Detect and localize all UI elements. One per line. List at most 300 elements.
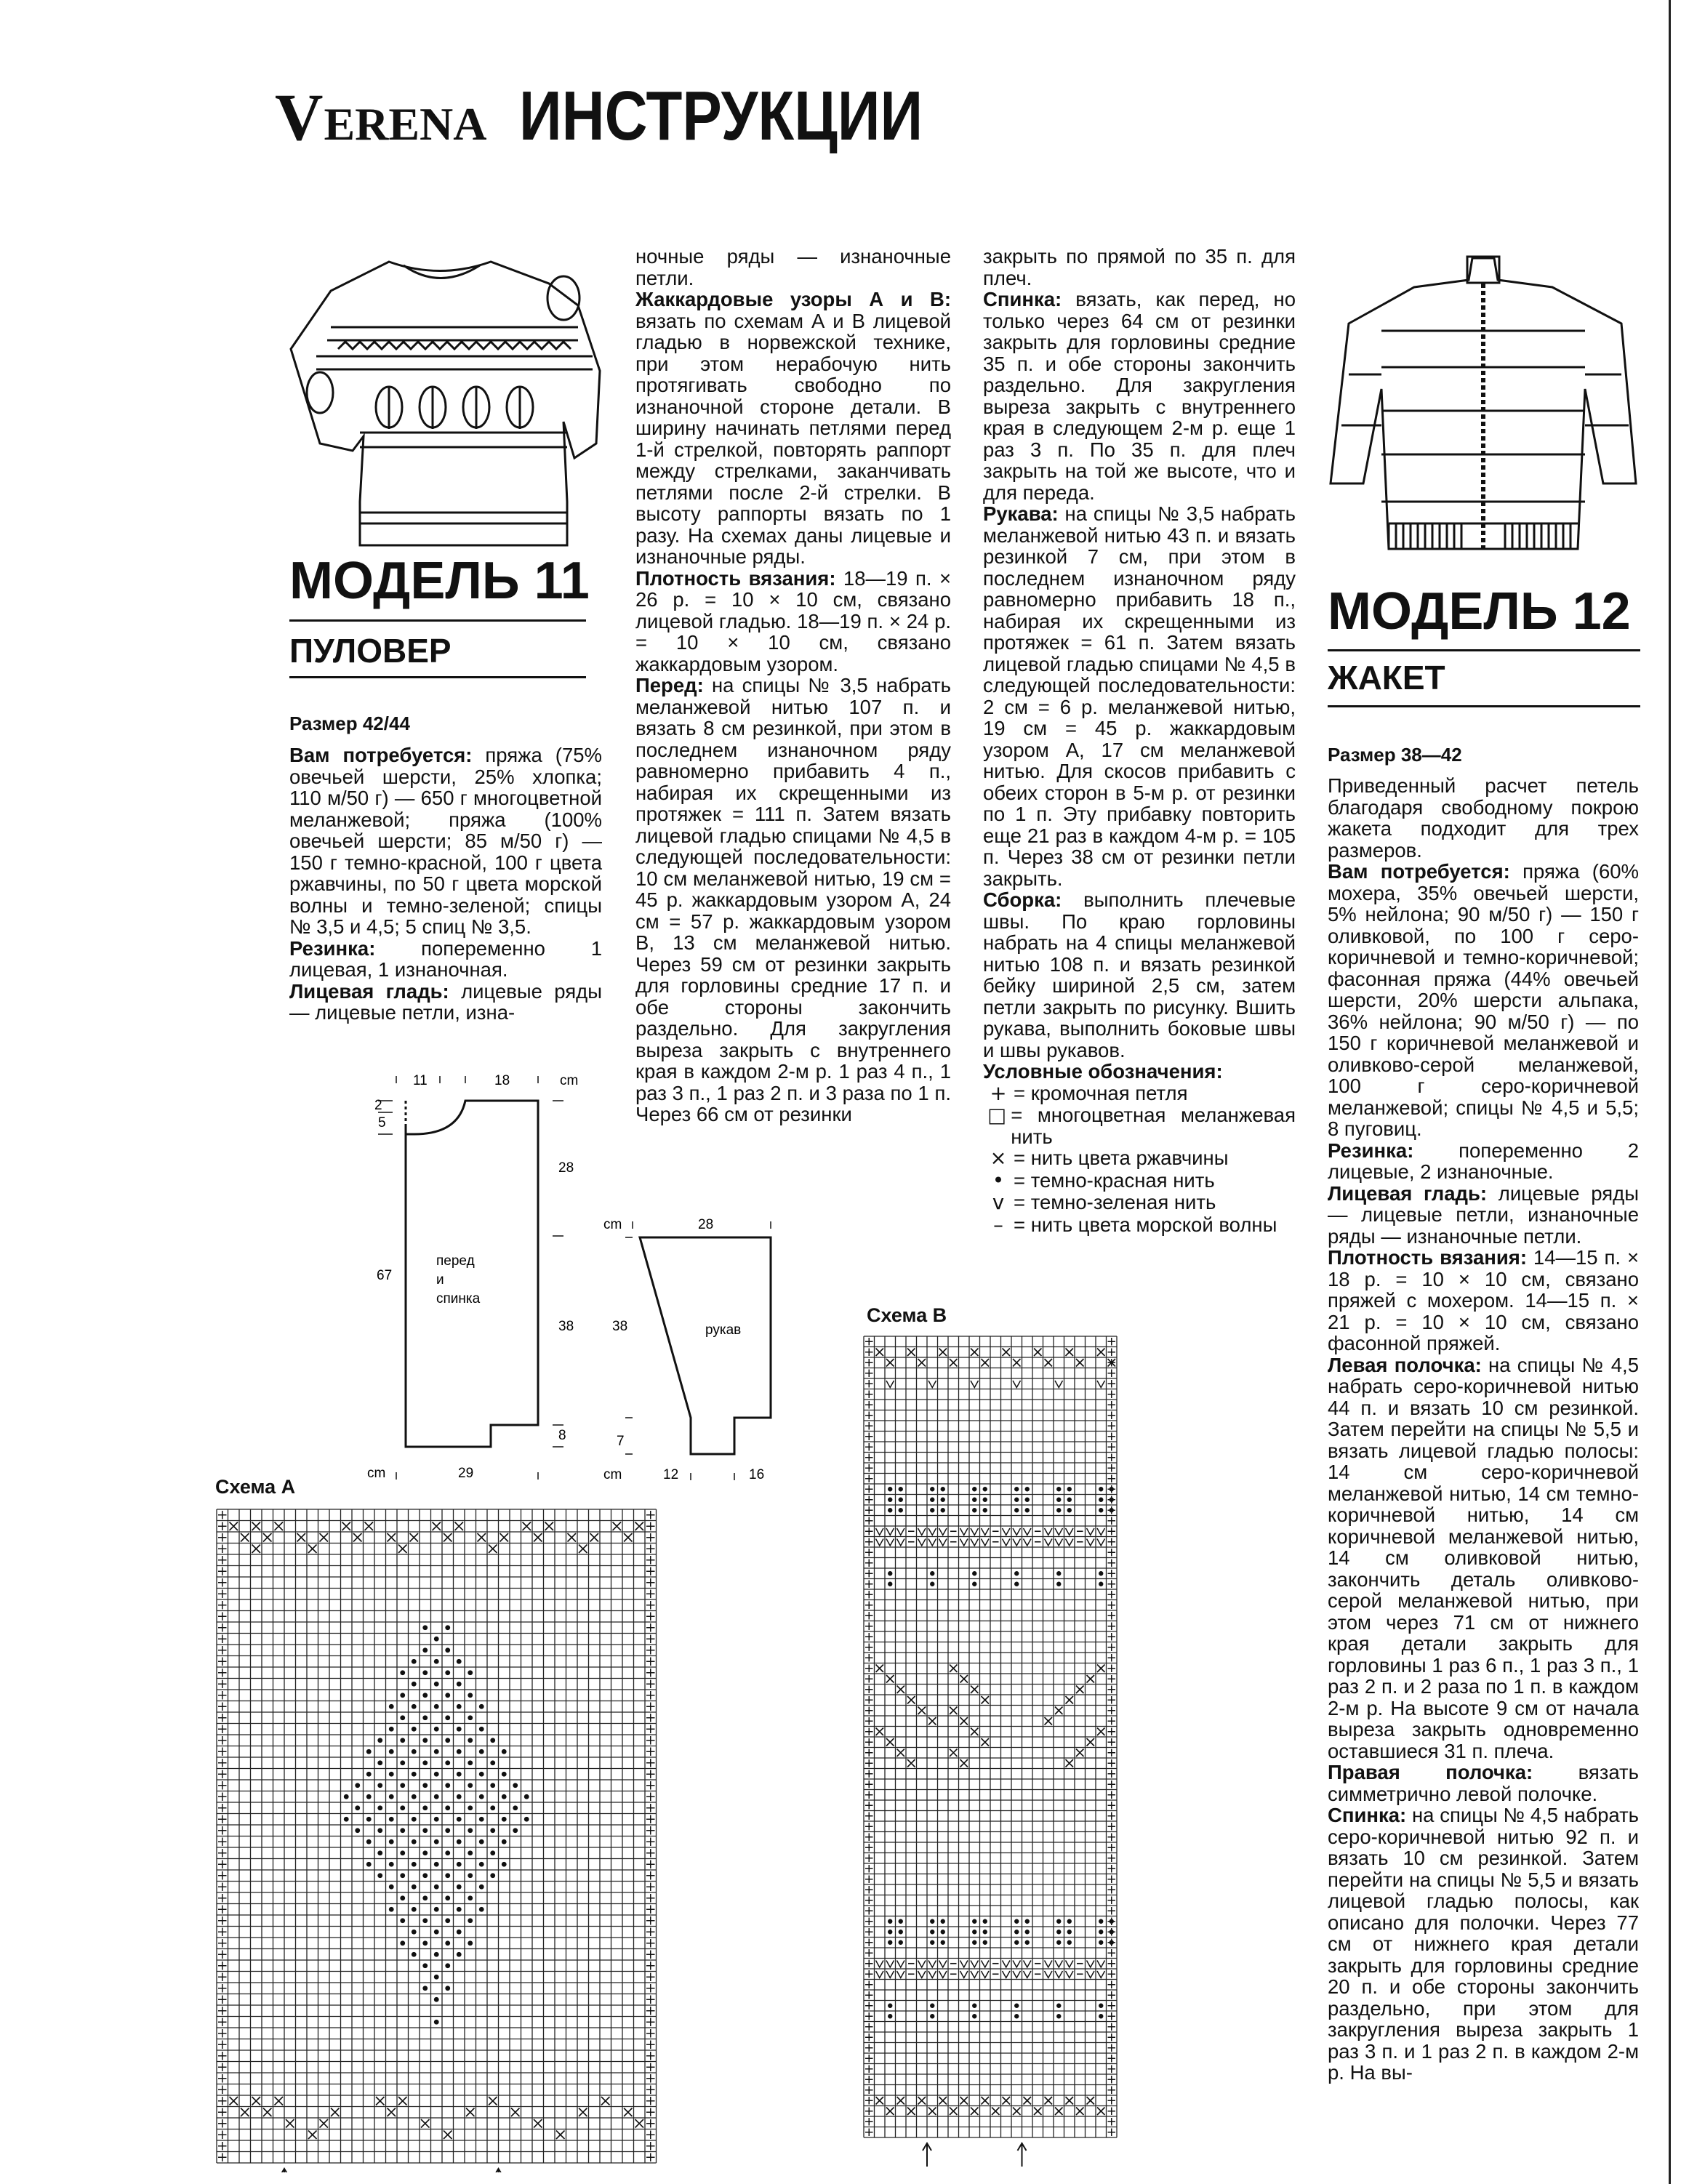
scheme-b-green-stitch xyxy=(886,1528,894,1535)
scheme-a-red-stitch xyxy=(434,1727,439,1732)
scheme-a-red-stitch xyxy=(479,1749,484,1754)
scheme-b-edge-stitch xyxy=(865,1349,873,1357)
scheme-b-edge-stitch xyxy=(865,1549,873,1557)
scheme-b-edge-stitch xyxy=(865,1949,873,1957)
scheme-a-rust-stitch xyxy=(489,2097,497,2105)
scheme-b-rust-stitch xyxy=(897,1686,905,1694)
scheme-a-rust-stitch xyxy=(579,2108,587,2117)
scheme-b-edge-stitch xyxy=(1108,1823,1116,1831)
scheme-a-red-stitch xyxy=(434,1997,439,2002)
scheme-b-green-stitch xyxy=(960,1971,968,1978)
scheme-b-red-stitch xyxy=(888,1508,892,1512)
scheme-a-edge-stitch xyxy=(646,1996,655,2004)
scheme-b-rust-stitch xyxy=(939,2097,947,2105)
scheme-a-red-stitch xyxy=(479,1704,484,1709)
scheme-a-edge-stitch xyxy=(218,2131,227,2140)
scheme-b-red-stitch xyxy=(941,1498,945,1502)
scheme-a-red-stitch xyxy=(377,1850,382,1855)
scheme-b-green-stitch xyxy=(1087,1528,1095,1535)
col2-p0-text: ночные ряды — изнаночные петли. xyxy=(635,245,951,289)
scheme-b-green-stitch xyxy=(928,1971,936,1978)
scheme-b-green-stitch xyxy=(982,1961,990,1968)
scheme-a-edge-stitch xyxy=(218,1511,227,1519)
scheme-b-edge-stitch xyxy=(865,1823,873,1831)
scheme-a-red-stitch xyxy=(445,1693,450,1698)
scheme-a-red-stitch xyxy=(502,1839,507,1844)
sleeve-width-16: 16 xyxy=(749,1467,765,1482)
scheme-a-red-stitch xyxy=(434,1637,439,1642)
scheme-b-edge-stitch xyxy=(865,1928,873,1936)
body-height-2: 2 xyxy=(374,1098,382,1113)
scheme-b-rust-stitch xyxy=(876,2097,884,2105)
scheme-a-red-stitch xyxy=(434,1772,439,1777)
scheme-b-edge-stitch xyxy=(865,1907,873,1915)
scheme-b-edge-stitch xyxy=(1108,2065,1116,2073)
scheme-b-rust-stitch xyxy=(918,2097,926,2105)
scheme-a-red-stitch xyxy=(422,1873,428,1878)
scheme-b-rust-stitch xyxy=(1024,2097,1032,2105)
scheme-a-red-stitch xyxy=(457,1952,462,1957)
legend-text-3: = темно-красная нить xyxy=(1014,1168,1215,1192)
scheme-b-red-stitch xyxy=(1056,2014,1061,2018)
scheme-a-red-stitch xyxy=(479,1884,484,1890)
scheme-a-edge-stitch xyxy=(218,1748,227,1757)
scheme-b-rust-stitch xyxy=(982,2097,990,2105)
scheme-b-edge-stitch xyxy=(1108,1949,1116,1957)
scheme-b-edge-stitch xyxy=(865,2097,873,2105)
scheme-b-edge-stitch xyxy=(865,1960,873,1968)
body-height-67: 67 xyxy=(377,1268,393,1283)
scheme-a-red-stitch xyxy=(434,1907,439,1912)
scheme-b-rust-stitch xyxy=(992,2108,1000,2116)
scheme-a-red-stitch xyxy=(366,1749,372,1754)
scheme-a-red-stitch xyxy=(355,1783,360,1788)
scheme-b-rust-stitch xyxy=(1087,1738,1095,1746)
scheme-a-rust-stitch xyxy=(534,1533,542,1542)
scheme-b-red-stitch xyxy=(1099,1571,1103,1575)
scheme-a-red-stitch xyxy=(457,1884,462,1890)
sleeve-width-28: 28 xyxy=(698,1217,714,1232)
scheme-a-edge-stitch xyxy=(218,1578,227,1587)
scheme-b-red-stitch xyxy=(941,1487,945,1491)
col4-p3-bold: Лицевая гладь: xyxy=(1328,1181,1488,1205)
scheme-b-edge-stitch xyxy=(865,1991,873,1999)
scheme-b-rust-stitch xyxy=(971,1686,979,1694)
scheme-a-edge-stitch xyxy=(218,1567,227,1576)
scheme-b-red-stitch xyxy=(941,1919,945,1924)
scheme-a-rust-stitch xyxy=(252,1545,261,1554)
scheme-b-edge-stitch xyxy=(865,1897,873,1905)
scheme-b-red-stitch xyxy=(899,1487,903,1491)
body-height-8: 8 xyxy=(558,1428,566,1443)
scheme-a-rust-stitch xyxy=(286,2119,294,2128)
scheme-b-red-stitch xyxy=(1067,1919,1072,1924)
scheme-a-red-stitch xyxy=(457,1727,462,1732)
scheme-a-edge-stitch xyxy=(218,1996,227,2004)
scheme-a-red-stitch xyxy=(468,1715,473,1720)
scheme-b-red-stitch xyxy=(1025,1930,1030,1934)
scheme-a-red-stitch xyxy=(434,1682,439,1687)
scheme-a-edge-stitch xyxy=(218,2018,227,2027)
scheme-b-green-stitch xyxy=(876,1971,884,1978)
scheme-a-red-stitch xyxy=(422,1647,428,1653)
scheme-b-red-stitch xyxy=(972,1582,976,1586)
scheme-b-green-stitch xyxy=(960,1528,968,1535)
scheme-b-rust-stitch xyxy=(886,1359,894,1367)
legend-text-5: = нить цвета морской волны xyxy=(1014,1213,1277,1236)
scheme-a-edge-stitch xyxy=(646,1793,655,1802)
scheme-a-edge-stitch xyxy=(218,1871,227,1880)
scheme-a-red-stitch xyxy=(502,1862,507,1867)
scheme-b-rust-stitch xyxy=(982,1359,990,1367)
scheme-a-rust-stitch xyxy=(433,1522,441,1531)
scheme-a-edge-stitch xyxy=(646,1680,655,1689)
scheme-b-edge-stitch xyxy=(1108,1897,1116,1905)
scheme-b-rust-stitch xyxy=(897,1749,905,1757)
scheme-b-green-stitch xyxy=(886,1961,894,1968)
scheme-b-red-stitch xyxy=(983,1930,987,1934)
sleeve-label: рукав xyxy=(705,1322,742,1338)
scheme-a-rust-stitch xyxy=(365,1522,374,1531)
scheme-b-rust-stitch xyxy=(950,1665,958,1673)
scheme-b-edge-stitch xyxy=(865,1865,873,1873)
legend-row-1 xyxy=(983,1104,1296,1147)
scheme-a-red-stitch xyxy=(502,1794,507,1799)
scheme-a-rust-stitch xyxy=(601,2097,610,2105)
scheme-b-edge-stitch xyxy=(865,2108,873,2116)
scheme-b-edge-stitch xyxy=(1108,2087,1116,2095)
scheme-a-edge-stitch xyxy=(646,1567,655,1576)
scheme-b-green-stitch xyxy=(982,1971,990,1978)
col2-p2-bold: Плотность вязания: xyxy=(635,566,836,590)
scheme-b-edge-stitch xyxy=(1108,1644,1116,1652)
scheme-b-rust-stitch xyxy=(1013,2108,1021,2116)
col3-p1-text: вязать, как перед, но только через 64 см от резинки закрыть для горловины средние 35 п. и обе стороны закончить раздельно. Для закругления выреза закрыть с внутреннего края в следующем 2-м р. еще 1 раз 3 п. По 35 п. для плеч закрыть на той же высоте, что и для переда. xyxy=(983,288,1296,504)
scheme-a-red-stitch xyxy=(434,1839,439,1844)
scheme-b-rust-stitch xyxy=(1034,2108,1042,2116)
scheme-b-edge-stitch xyxy=(865,1633,873,1641)
scheme-a-red-stitch xyxy=(400,1670,405,1675)
body-label-line1: перед xyxy=(436,1253,475,1269)
scheme-b-edge-stitch xyxy=(865,2087,873,2095)
scheme-a-edge-stitch xyxy=(218,2142,227,2151)
scheme-a-rust-stitch xyxy=(624,1533,633,1542)
scheme-b-green-stitch xyxy=(928,1381,936,1388)
body-width-11: 11 xyxy=(413,1073,428,1088)
scheme-a-rust-stitch xyxy=(263,2108,272,2117)
scheme-a-red-stitch xyxy=(479,1817,484,1822)
scheme-b-edge-stitch xyxy=(865,1527,873,1535)
scheme-b-edge-stitch xyxy=(865,2012,873,2020)
brand-initial: V xyxy=(275,80,324,154)
scheme-a-edge-stitch xyxy=(646,1533,655,1542)
scheme-b-green-stitch xyxy=(1097,1528,1105,1535)
scheme-a-edge-stitch xyxy=(218,2052,227,2060)
scheme-a-edge-stitch xyxy=(218,1894,227,1903)
scheme-b-rust-stitch xyxy=(1087,2097,1095,2105)
scheme-b-edge-stitch xyxy=(865,1506,873,1514)
scheme-a-edge-stitch xyxy=(646,1623,655,1632)
scheme-b-green-stitch xyxy=(939,1539,947,1546)
col2-p3-bold: Перед: xyxy=(635,674,704,696)
scheme-b-edge-stitch xyxy=(865,1728,873,1736)
scheme-b-green-stitch xyxy=(876,1961,884,1968)
scheme-b-rust-stitch xyxy=(1045,1717,1053,1725)
scheme-b-red-stitch xyxy=(888,2004,892,2008)
col4-p0-text: Приведенный расчет петель благодаря свободному покрою жакета подходит для трех размеров. xyxy=(1328,774,1639,862)
scheme-a-red-stitch xyxy=(434,1952,439,1957)
scheme-a-red-stitch xyxy=(468,1895,473,1900)
scheme-b-green-stitch xyxy=(1013,1381,1021,1388)
scheme-b-red-stitch xyxy=(930,1582,934,1586)
scheme-b-red-stitch xyxy=(972,1940,976,1945)
repeat-arrow-icon xyxy=(280,2169,289,2172)
model-11-size: Размер 42/44 xyxy=(289,712,410,734)
scheme-a-red-stitch xyxy=(400,1805,405,1810)
scheme-a-red-stitch xyxy=(422,1895,428,1900)
scheme-b-rust-stitch xyxy=(1097,2108,1105,2116)
scheme-a-red-stitch xyxy=(422,1715,428,1720)
scheme-b-rust-stitch xyxy=(1066,1696,1074,1704)
brand-rest: ERENA xyxy=(324,98,487,150)
legend-row-4 xyxy=(983,1192,1296,1214)
col3-p2-bold: Рукава: xyxy=(983,502,1059,525)
scheme-b-edge-stitch xyxy=(1108,1960,1116,1968)
scheme-a-red-stitch xyxy=(479,1772,484,1777)
col4-p5-bold: Левая полочка: xyxy=(1328,1353,1482,1376)
scheme-a-edge-stitch xyxy=(646,1849,655,1858)
scheme-a-edge-stitch xyxy=(218,1545,227,1554)
scheme-a-rust-stitch xyxy=(263,1533,272,1542)
legend-symbol-2: × xyxy=(990,1147,1007,1170)
scheme-b-edge-stitch xyxy=(1108,2002,1116,2010)
scheme-b-rust-stitch xyxy=(982,1696,990,1704)
scheme-a-red-stitch xyxy=(422,1963,428,1968)
scheme-b-edge-stitch xyxy=(1108,1717,1116,1725)
scheme-a-rust-stitch xyxy=(320,1533,329,1542)
scheme-b-green-stitch xyxy=(1045,1539,1053,1546)
scheme-b-red-stitch xyxy=(1099,1930,1103,1934)
scheme-b-edge-stitch xyxy=(865,1370,873,1378)
scheme-a-rust-stitch xyxy=(489,1545,497,1554)
scheme-a-red-stitch xyxy=(445,1647,450,1653)
scheme-a-edge-stitch xyxy=(218,2119,227,2128)
scheme-a-red-stitch xyxy=(344,1794,349,1799)
scheme-a-red-stitch xyxy=(377,1828,382,1833)
scheme-a-edge-stitch xyxy=(218,2029,227,2038)
scheme-a-rust-stitch xyxy=(534,2119,542,2128)
scheme-a-red-stitch xyxy=(422,1783,428,1788)
body-schematic xyxy=(364,1069,611,1490)
scheme-a-red-stitch xyxy=(422,1805,428,1810)
scheme-a-edge-stitch xyxy=(218,1906,227,1914)
scheme-b-red-stitch xyxy=(983,1919,987,1924)
scheme-a-red-stitch xyxy=(434,1659,439,1664)
legend-text-2: = нить цвета ржавчины xyxy=(1014,1147,1229,1169)
scheme-b-red-stitch xyxy=(1014,1487,1019,1491)
col3-p2-text: на спицы № 3,5 набрать меланжевой нитью 43 п. и вязать резинкой 7 см, при этом в последнем изнаночном ряду равномерно прибавить 18 п., набирая их скрещенными из протяжек = 61 п. Затем вязать лицевой гладью спицами № 4,5 в следующей последовательности: 2 см = 6 р. меланжевой нитью, 19 см = 45 р. жаккардовым узором А, 17 см меланжевой нитью. Для скосов прибавить с обеих сторон в 5-м р. от резинки по 1 п. Эту прибавку повторить еще 21 раз в каждом 4-м р. = 105 п. Через 38 см от резинки петли закрыть. xyxy=(983,502,1296,890)
scheme-a-edge-stitch xyxy=(218,1623,227,1632)
scheme-a-red-stitch xyxy=(412,1907,417,1912)
scheme-a-red-stitch xyxy=(422,1828,428,1833)
scheme-a-edge-stitch xyxy=(646,2153,655,2162)
scheme-b-edge-stitch xyxy=(1108,1759,1116,1767)
scheme-b-red-stitch xyxy=(930,1940,934,1945)
scheme-b-red-stitch xyxy=(1025,1487,1030,1491)
scheme-b-edge-stitch xyxy=(1108,2108,1116,2116)
col4-p2-text: попеременно 2 лицевые, 2 изнаночные. xyxy=(1328,1139,1639,1183)
scheme-a-red-stitch xyxy=(422,1670,428,1675)
scheme-b-edge-stitch xyxy=(1108,1464,1116,1472)
scheme-b-red-stitch xyxy=(888,1930,892,1934)
scheme-b-edge-stitch xyxy=(865,1517,873,1525)
scheme-b-edge-stitch xyxy=(865,1454,873,1462)
scheme-a-edge-stitch xyxy=(646,1748,655,1757)
scheme-a-edge-stitch xyxy=(646,2097,655,2105)
scheme-a-edge-stitch xyxy=(646,1916,655,1925)
scheme-b-red-stitch xyxy=(930,1571,934,1575)
scheme-b-red-stitch xyxy=(888,1582,892,1586)
scheme-a-edge-stitch xyxy=(646,2074,655,2083)
scheme-a-red-stitch xyxy=(400,1828,405,1833)
scheme-b-edge-stitch xyxy=(865,1918,873,1926)
scheme-a-red-stitch xyxy=(412,1884,417,1890)
scheme-b-red-stitch xyxy=(1056,1487,1061,1491)
scheme-a-rust-stitch xyxy=(331,2108,340,2117)
legend-symbol-0: + xyxy=(990,1081,1007,1105)
scheme-b-rust-stitch xyxy=(886,1675,894,1683)
scheme-b-red-stitch xyxy=(972,1571,976,1575)
scheme-b-rust-stitch xyxy=(1003,1349,1011,1357)
scheme-a-red-stitch xyxy=(445,1963,450,1968)
scheme-a-edge-stitch xyxy=(646,2041,655,2049)
scheme-b-edge-stitch xyxy=(865,1844,873,1852)
scheme-b-green-stitch xyxy=(1045,1528,1053,1535)
scheme-b-edge-stitch xyxy=(1108,2023,1116,2031)
scheme-b-red-stitch xyxy=(972,1930,976,1934)
scheme-a-edge-stitch xyxy=(646,1781,655,1790)
scheme-b-red-stitch xyxy=(1056,2004,1061,2008)
scheme-b-red-stitch xyxy=(930,1919,934,1924)
scheme-a-red-stitch xyxy=(479,1862,484,1867)
scheme-b-edge-stitch xyxy=(1108,2034,1116,2042)
scheme-b-edge-stitch xyxy=(1108,1338,1116,1346)
scheme-a-rust-stitch xyxy=(320,2119,329,2128)
scheme-b-edge-stitch xyxy=(1108,1517,1116,1525)
scheme-a-red-stitch xyxy=(434,1817,439,1822)
col3-p1-bold: Спинка: xyxy=(983,288,1062,310)
scheme-b-green-stitch xyxy=(928,1961,936,1968)
scheme-a-red-stitch xyxy=(389,1884,394,1890)
scheme-a-red-stitch xyxy=(445,1895,450,1900)
scheme-a-label: Схема А xyxy=(215,1476,296,1498)
scheme-b-red-stitch xyxy=(1014,1498,1019,1502)
scheme-a-edge-stitch xyxy=(218,1849,227,1858)
scheme-a-red-stitch xyxy=(412,1839,417,1844)
scheme-a-edge-stitch xyxy=(218,2108,227,2117)
scheme-b-red-stitch xyxy=(1110,1930,1114,1934)
scheme-a-red-stitch xyxy=(457,1817,462,1822)
scheme-a-red-stitch xyxy=(445,1715,450,1720)
scheme-b-green-stitch xyxy=(971,1528,979,1535)
scheme-a-rust-stitch xyxy=(624,2108,633,2117)
scheme-a-red-stitch xyxy=(490,1873,495,1878)
scheme-b-edge-stitch xyxy=(1108,1527,1116,1535)
scheme-b-red-stitch xyxy=(1014,1508,1019,1512)
scheme-b-edge-stitch xyxy=(865,1359,873,1367)
scheme-a-edge-stitch xyxy=(218,1759,227,1767)
scheme-b-rust-stitch xyxy=(907,1696,915,1704)
scheme-a-edge-stitch xyxy=(218,1714,227,1722)
scheme-a-edge-stitch xyxy=(218,1691,227,1700)
scheme-b-edge-stitch xyxy=(865,1686,873,1694)
scheme-a-edge-stitch xyxy=(646,2131,655,2140)
scheme-b-red-stitch xyxy=(1056,1930,1061,1934)
scheme-b-green-stitch xyxy=(897,1539,905,1546)
scheme-a-rust-stitch xyxy=(230,1522,238,1531)
scheme-a-rust-stitch xyxy=(444,1533,452,1542)
scheme-b-edge-stitch xyxy=(1108,1433,1116,1441)
scheme-b-green-stitch xyxy=(1087,1971,1095,1978)
scheme-a-edge-stitch xyxy=(218,2063,227,2072)
scheme-b-red-stitch xyxy=(972,1498,976,1502)
scheme-b-edge-stitch xyxy=(1108,1549,1116,1557)
scheme-b-edge-stitch xyxy=(1108,1591,1116,1599)
scheme-a-edge-stitch xyxy=(646,1613,655,1621)
scheme-b-label: Схема В xyxy=(867,1304,947,1326)
scheme-b-rust-stitch xyxy=(960,1717,968,1725)
col4-p4-bold: Плотность вязания: xyxy=(1328,1246,1527,1269)
scheme-a-red-stitch xyxy=(524,1817,529,1822)
scheme-a-edge-stitch xyxy=(646,1669,655,1677)
scheme-b-rust-stitch xyxy=(1097,1349,1105,1357)
scheme-a-red-stitch xyxy=(412,1659,417,1664)
scheme-b-edge-stitch xyxy=(865,2076,873,2084)
scheme-a-edge-stitch xyxy=(646,2142,655,2151)
scheme-b-green-stitch xyxy=(1024,1971,1032,1978)
col2-p2-text: 18—19 п. × 26 р. = 10 × 10 см, связано лицевой гладью. 18—19 п. × 24 р. = 10 × 10 см, связано жаккардовым узором. xyxy=(635,566,951,675)
scheme-b-green-stitch xyxy=(960,1961,968,1968)
scheme-b-edge-stitch xyxy=(865,2118,873,2126)
scheme-a-red-stitch xyxy=(400,1873,405,1878)
scheme-b-green-stitch xyxy=(1055,1961,1063,1968)
scheme-a-edge-stitch xyxy=(218,1635,227,1644)
body-width-29: 29 xyxy=(458,1466,474,1481)
repeat-arrow-icon xyxy=(494,2169,503,2172)
scheme-b-edge-stitch xyxy=(1108,2097,1116,2105)
col4-p6-bold: Правая полочка: xyxy=(1328,1761,1533,1783)
scheme-b-red-stitch xyxy=(983,1498,987,1502)
scheme-b-green-stitch xyxy=(928,1539,936,1546)
scheme-b-edge-stitch xyxy=(1108,2012,1116,2020)
col1-p1-bold: Резинка: xyxy=(289,936,376,960)
scheme-a-red-stitch xyxy=(468,1670,473,1675)
scheme-b-red-stitch xyxy=(1110,1498,1114,1502)
scheme-b-green-stitch xyxy=(897,1961,905,1968)
scheme-b-edge-stitch xyxy=(865,1485,873,1493)
scheme-b-red-stitch xyxy=(1014,2014,1019,2018)
scheme-b-green-stitch xyxy=(1013,1528,1021,1535)
col4-p7-bold: Спинка: xyxy=(1328,1804,1407,1826)
scheme-a-edge-stitch xyxy=(218,1916,227,1925)
scheme-b-red-stitch xyxy=(972,2004,976,2008)
model-12-subheading: ЖАКЕТ xyxy=(1328,659,1445,696)
scheme-a-red-stitch xyxy=(422,1760,428,1765)
scheme-b-rust-stitch xyxy=(960,1759,968,1767)
scheme-b-rust-stitch xyxy=(960,1675,968,1683)
scheme-b-green-stitch xyxy=(982,1528,990,1535)
scheme-a-red-stitch xyxy=(400,1918,405,1923)
